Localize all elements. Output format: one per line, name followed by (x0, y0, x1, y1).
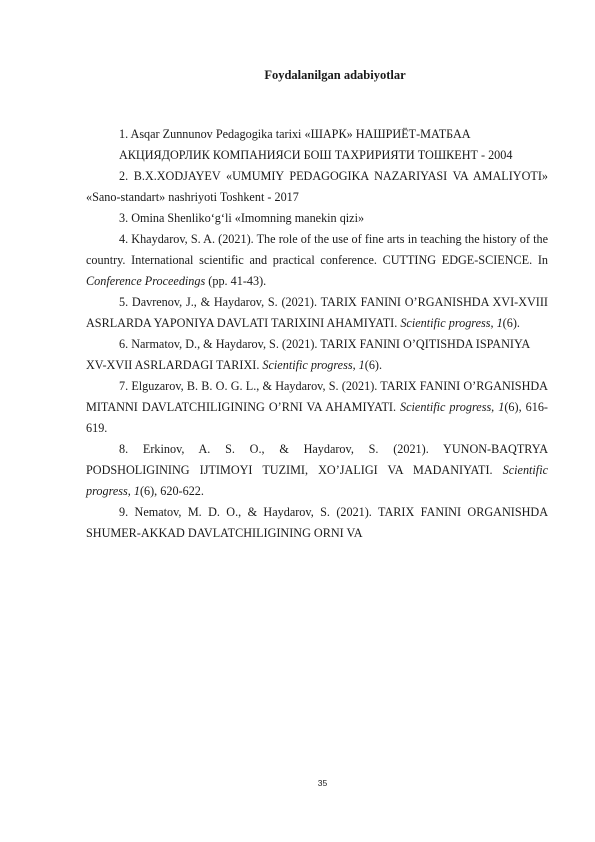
reference-6: 6. Narmatov, D., & Haydarov, S. (2021). TARIX FANINI O’QITISHDA ISPANIYA XV-XVII ASRLARDAGI TARIXI. Scientific progress, 1(6). (86, 337, 530, 372)
reference-8: 8. Erkinov, A. S. O., & Haydarov, S. (2021). YUNON-BAQTRYA PODSHOLIGINING IJTIMOYI TUZIMI, XO’JALIGI VA MADANIYATI. Scientific progress, 1(6), 620-622. (86, 442, 548, 498)
reference-list (86, 124, 548, 544)
reference-2: 2. B.X.XODJAYEV «UMUMIY PEDAGOGIKA NAZARIYASI VA AMALIYOTI» «Sano-standart» nashriyoti Toshkent - 2017 (86, 169, 548, 204)
reference-7: 7. Elguzarov, B. B. O. G. L., & Haydarov, S. (2021). TARIX FANINI O’RGANISHDA MITANNI DAVLATCHILIGINING O’RNI VA AHAMIYATI. Scientific progress, 1(6), 616-619. (86, 379, 548, 435)
reference-9: 9. Nematov, M. D. O., & Haydarov, S. (2021). TARIX FANINI ORGANISHDA SHUMER-AKKAD DAVLATCHILIGINING ORNI VA (86, 505, 548, 540)
reference-1b: АКЦИЯДОРЛИК КОМПАНИЯСИ БОШ ТАХРИРИЯТИ ТОШКЕНТ - 2004 (119, 148, 513, 162)
references-heading: Foydalanilgan adabiyotlar (264, 68, 406, 82)
reference-4: 4. Khaydarov, S. A. (2021). The role of the use of fine arts in teaching the history of the country. International scientific and practical conference. CUTTING EDGE-SCIENCE. In Conference Proceedings (pp. 41-43). (86, 232, 548, 288)
page-number: 35 (317, 778, 328, 788)
reference-1a: 1. Asqar Zunnunov Pedagogika tarixi «ШАРК» НАШРИЁТ-МАТБАА (119, 127, 471, 141)
reference-5: 5. Davrenov, J., & Haydarov, S. (2021). TARIX FANINI O’RGANISHDA XVI-XVIII ASRLARDA YAPONIYA DAVLATI TARIXINI AHAMIYATI. Scientific progress, 1(6). (86, 295, 548, 330)
reference-3: 3. Omina Shenliko‘g‘li «Imomning manekin qizi» (119, 211, 365, 225)
